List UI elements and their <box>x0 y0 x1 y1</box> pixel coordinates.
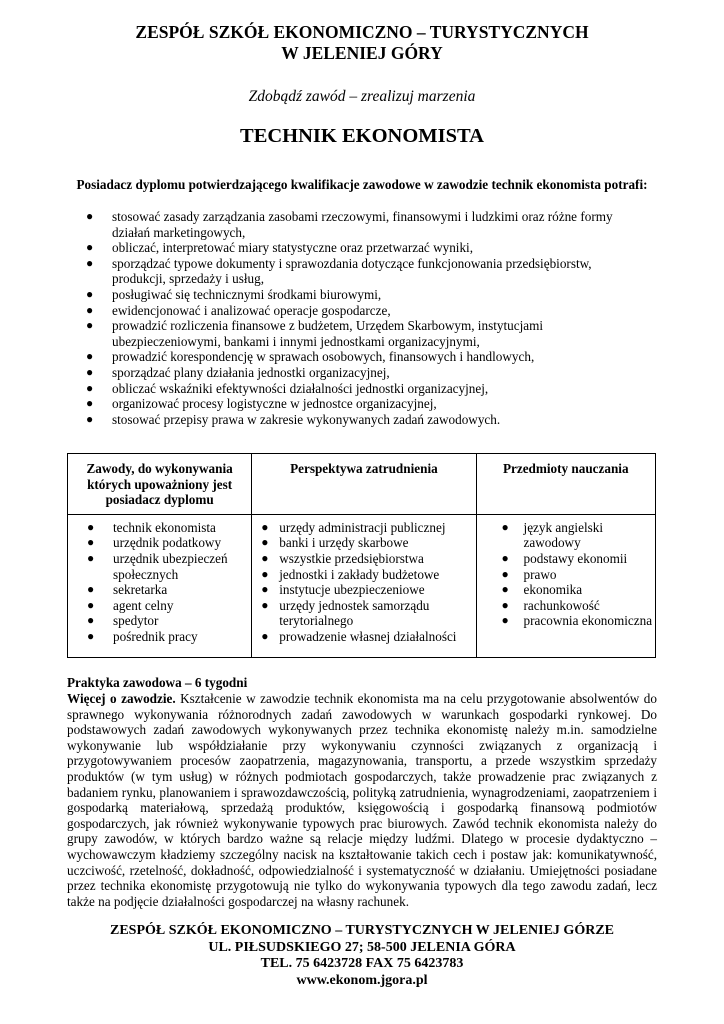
header-employment: Perspektywa zatrudnienia <box>252 454 476 515</box>
list-item: ● prawo <box>501 566 557 582</box>
list-item: ● pośrednik pracy <box>87 628 198 644</box>
skill-item: ● obliczać wskaźniki efektywności działalności jednostki organizacyjnej, <box>86 380 489 396</box>
footer-phone: TEL. 75 6423728 FAX 75 6423783 <box>260 956 464 971</box>
bullet-icon: ● <box>86 209 94 223</box>
header-professions: Zawody, do wykonywania których upoważniony jest posiadacz dyplomu <box>68 454 252 515</box>
bullet-icon: ● <box>261 628 269 643</box>
list-item: ● urzędy administracji publicznej <box>261 519 446 535</box>
school-name-line1: ZESPÓŁ SZKÓŁ EKONOMICZNO – TURYSTYCZNYCH <box>135 22 589 42</box>
skill-item: ● prowadzić rozliczenia finansowe z budżetem, Urzędem Skarbowym, instytucjami ubezpieczeniowymi, bankami i innymi jednostkami organizacyjnymi, <box>86 318 544 349</box>
list-item: ● jednostki i zakłady budżetowe <box>261 566 440 582</box>
list-item: ● instytucje ubezpieczeniowe <box>261 582 425 598</box>
bullet-icon: ● <box>87 597 95 612</box>
skill-item: ● ewidencjonować i analizować operacje gospodarcze, <box>86 302 391 318</box>
list-item: ● ekonomika <box>501 582 583 598</box>
more-text: Kształcenie w zawodzie technik ekonomista ma na celu przygotowanie absolwentów do sprawnego wykonywania różnorodnych zadań zawodowych w warunkach gospodarki rynkowej. Do podstawowych zadań zawodowych wykonywanych przez technika ekonomistę należy m.in. samodzielne wykonywanie lub współdziałanie przy wykonywaniu czynności związanych z organizacją i przygotowywaniem procesów zaopatrzenia, magazynowania, transportu, a przede wszystkim sprzedaży produktów (w tym usług) w różnych podmiotach gospodarczych, także prowadzenie prac związanych z badaniem rynku, planowaniem i sprawozdawczością, polityką zatrudnienia, wynagrodzeniami, zaopatrzeniem i gospodarką materiałową, sprzedażą produktów, księgowością i gospodarką finansową podmiotów gospodarczych, jak również wykonywanie typowych prac biurowych. Zawód technik ekonomista należy do grupy zawodów, w których bardzo ważne są relacje między ludźmi. Dlatego w procesie dydaktyczno – wychowawczym kładziemy szczególny nacisk na kształtowanie takich cech i postaw jak: komunikatywność, uczciwość, rzetelność, dokładność, odpowiedzialność i systematyczność w działaniu. Umiejętności posiadane przez technika ekonomistę przygotowują nie tylko do wykonywania typowych dla tego zawodu zadań, lecz także na podjęcie działalności gospodarczej na własny rachunek. <box>67 691 657 909</box>
bullet-icon: ● <box>501 550 509 565</box>
list-item: ● spedytor <box>87 613 159 629</box>
bullet-icon: ● <box>87 628 95 643</box>
list-item: ● prowadzenie własnej działalności <box>261 628 457 644</box>
list-item: ● urzędnik ubezpieczeń społecznych <box>87 550 228 582</box>
list-item: ● język angielski zawodowy <box>501 519 603 551</box>
list-item: ● technik ekonomista <box>87 519 216 535</box>
intro-text: Posiadacz dyplomu potwierdzającego kwalifikacje zawodowe w zawodzie technik ekonomista potrafi: <box>76 177 648 192</box>
bullet-icon: ● <box>501 613 509 628</box>
list-item: ● banki i urzędy skarbowe <box>261 535 409 551</box>
bullet-icon: ● <box>501 582 509 597</box>
table-row <box>68 514 656 657</box>
bullet-icon: ● <box>86 286 94 301</box>
professions-list <box>70 520 249 645</box>
motto: Zdobądź zawód – zrealizuj marzenia <box>248 88 476 105</box>
bullet-icon: ● <box>87 519 95 534</box>
subjects-cell <box>476 514 655 657</box>
list-item: ● pracownia ekonomiczna <box>501 613 653 629</box>
footer-address: UL. PIŁSUDSKIEGO 27; 58-500 JELENIA GÓRA <box>208 939 516 955</box>
header-subjects: Przedmioty nauczania <box>476 454 655 515</box>
bullet-icon: ● <box>87 535 95 550</box>
list-item: ● podstawy ekonomii <box>501 550 628 566</box>
bullet-icon: ● <box>86 396 94 411</box>
list-item: ● agent celny <box>87 597 174 613</box>
bullet-icon: ● <box>261 566 269 581</box>
bullet-icon: ● <box>86 364 94 379</box>
bullet-icon: ● <box>87 582 95 597</box>
list-item: ● wszystkie przedsiębiorstwa <box>261 550 424 566</box>
list-item: ● sekretarka <box>87 582 168 598</box>
bullet-icon: ● <box>261 582 269 597</box>
bullet-icon: ● <box>86 240 94 255</box>
employment-cell <box>252 514 476 657</box>
bullet-icon: ● <box>86 380 94 395</box>
bullet-icon: ● <box>87 550 95 565</box>
footer <box>0 923 724 989</box>
skill-item: ● stosować przepisy prawa w zakresie wykonywanych zadań zawodowych. <box>86 411 501 427</box>
skill-item: ● posługiwać się technicznymi środkami biurowymi, <box>86 286 382 302</box>
employment-list <box>254 520 473 645</box>
skill-item: ● obliczać, interpretować miary statystyczne oraz przetwarzać wyniki, <box>86 240 474 256</box>
subjects-list <box>479 520 653 629</box>
bullet-icon: ● <box>261 550 269 565</box>
table-header-row <box>68 454 656 515</box>
bullet-icon: ● <box>261 535 269 550</box>
practice-duration: Praktyka zawodowa – 6 tygodni <box>67 675 248 690</box>
bullet-icon: ● <box>501 519 509 534</box>
profession-title: TECHNIK EKONOMISTA <box>240 125 484 147</box>
bullet-icon: ● <box>87 613 95 628</box>
footer-school-name: ZESPÓŁ SZKÓŁ EKONOMICZNO – TURYSTYCZNYCH W JELENIEJ GÓRZE <box>109 923 614 938</box>
bullet-icon: ● <box>86 302 94 317</box>
skill-item: ● sporządzać typowe dokumenty i sprawozdania dotyczące funkcjonowania przedsiębiorstw, produkcji, sprzedaży i usług, <box>86 255 592 287</box>
skill-item: ● sporządzać plany działania jednostki organizacyjnej, <box>86 364 390 380</box>
bullet-icon: ● <box>86 411 94 426</box>
list-item: ● urzędy jednostek samorządu terytorialnego <box>261 597 430 629</box>
list-item: ● rachunkowość <box>501 597 600 613</box>
skills-list <box>86 209 646 427</box>
bullet-icon: ● <box>86 318 94 333</box>
list-item: ● urzędnik podatkowy <box>87 535 222 551</box>
bullet-icon: ● <box>261 519 269 534</box>
bullet-icon: ● <box>261 597 269 612</box>
bullet-icon: ● <box>501 566 509 581</box>
skill-item: ● stosować zasady zarządzania zasobami rzeczowymi, finansowymi i ludzkimi oraz różne formy działań marketingowych, <box>86 209 613 240</box>
professions-cell <box>68 514 252 657</box>
profession-description <box>67 691 657 909</box>
bullet-icon: ● <box>86 255 94 270</box>
career-info-table <box>67 453 656 658</box>
school-name-line2: W JELENIEJ GÓRY <box>281 43 443 63</box>
bullet-icon: ● <box>86 349 94 364</box>
skill-item: ● organizować procesy logistyczne w jednostce organizacyjnej, <box>86 396 437 412</box>
more-label: Więcej o zawodzie. <box>67 691 176 706</box>
bullet-icon: ● <box>501 597 509 612</box>
skill-item: ● prowadzić korespondencję w sprawach osobowych, finansowych i handlowych, <box>86 349 535 365</box>
footer-website: www.ekonom.jgora.pl <box>296 972 428 988</box>
